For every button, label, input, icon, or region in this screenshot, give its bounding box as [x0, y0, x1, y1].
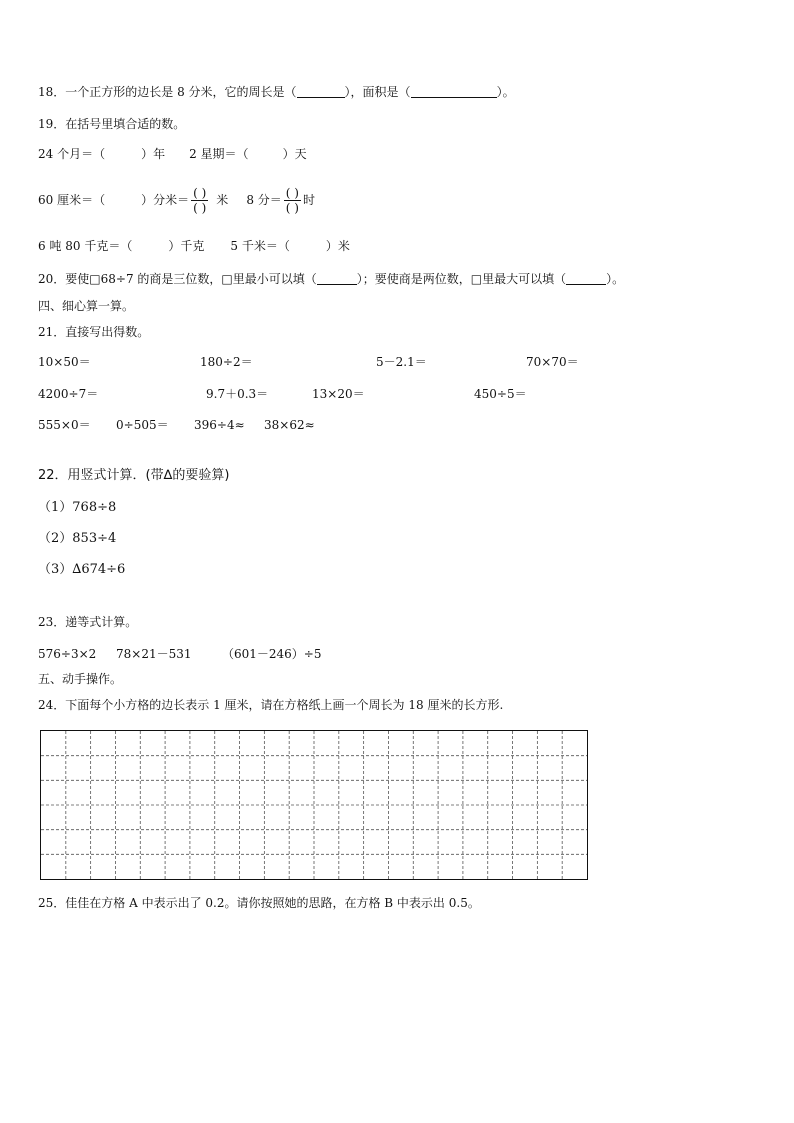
grid-lines — [41, 731, 587, 879]
fill-text: ）千克 — [168, 239, 205, 253]
calc-item: 576÷3×2 — [38, 647, 97, 661]
question-text: 要使□68÷7 的商是三位数，□里最小可以填（ — [65, 272, 317, 286]
question-18 — [38, 84, 515, 100]
answer-blank[interactable] — [297, 85, 345, 98]
question-text: ），面积是（ — [344, 85, 411, 99]
calc-item: 555×0＝ — [38, 418, 91, 432]
calc-item: 13×20＝ — [312, 387, 365, 401]
answer-blank[interactable] — [317, 272, 357, 285]
fraction-blank[interactable]: $\frac{( )}{( )}$ — [285, 186, 299, 215]
calc-item: 396÷4≈ — [194, 418, 245, 432]
question-number: 18． — [38, 85, 66, 99]
fill-text: ）分米＝ — [141, 193, 190, 207]
calc-item: 9.7＋0.3＝ — [206, 387, 269, 401]
fill-text: 米 — [216, 193, 229, 207]
question-text: 递等式计算。 — [65, 615, 138, 629]
question-24 — [38, 697, 503, 713]
fill-text: 60 厘米＝（ — [38, 193, 106, 207]
question-number: 22． — [38, 468, 68, 483]
question-number: 20． — [38, 272, 66, 286]
answer-blank[interactable] — [411, 85, 497, 98]
answer-blank[interactable] — [566, 272, 606, 285]
question-text: 下面每个小方格的边长表示 1 厘米，请在方格纸上画一个周长为 18 厘米的长方形. — [65, 698, 504, 712]
section-heading-4: 四、细心算一算。 — [38, 299, 135, 313]
grid-paper[interactable] — [40, 730, 588, 880]
question-19-title — [38, 116, 185, 132]
question-number: 21． — [38, 325, 66, 339]
question-22-title — [38, 468, 229, 484]
question-text: 直接写出得数。 — [65, 325, 150, 339]
question-text: ）。 — [606, 272, 625, 286]
fill-text: 8 分＝ — [246, 193, 282, 207]
question-text: 一个正方形的边长是 8 分米，它的周长是（ — [65, 85, 297, 99]
question-number: 23． — [38, 615, 66, 629]
calc-item: （601－246）÷5 — [222, 647, 322, 661]
question-number: 24． — [38, 698, 66, 712]
question-text: ）；要使商是两位数，□里最大可以填（ — [356, 272, 567, 286]
fill-text: 5 千米＝（ — [230, 239, 290, 253]
question-20 — [38, 271, 624, 287]
question-text: 在括号里填合适的数。 — [65, 117, 186, 131]
vertical-calc-item: （3）∆674÷6 — [38, 562, 126, 577]
fill-text: 时 — [302, 193, 315, 207]
fill-text: 6 吨 80 千克＝（ — [38, 239, 133, 253]
question-number: 19． — [38, 117, 66, 131]
calc-item: 450÷5＝ — [474, 387, 527, 401]
question-number: 25． — [38, 896, 66, 910]
question-text: 佳佳在方格 A 中表示出了 0.2。请你按照她的思路，在方格 B 中表示出 0.5。 — [65, 896, 480, 910]
question-text: ）。 — [496, 85, 515, 99]
question-19-row-1 — [38, 146, 307, 162]
question-19-row-3 — [38, 238, 350, 254]
fill-text: 2 星期＝（ — [189, 147, 249, 161]
question-25 — [38, 895, 480, 911]
calc-item: 4200÷7＝ — [38, 387, 99, 401]
section-heading-5: 五、动手操作。 — [38, 672, 123, 686]
fill-text: 24 个月＝（ — [38, 147, 106, 161]
question-text: 用竖式计算．(带∆的要验算) — [67, 468, 230, 483]
calc-item: 38×62≈ — [264, 418, 315, 432]
fraction-blank[interactable]: $\frac{( )}{( )}$ — [193, 186, 207, 215]
calc-item: 180÷2＝ — [200, 355, 253, 369]
question-19-row-2 — [38, 178, 315, 222]
calc-item: 78×21－531 — [116, 647, 192, 661]
vertical-calc-item: （1）768÷8 — [38, 500, 117, 515]
fill-text: ）天 — [282, 147, 307, 161]
calc-item: 5－2.1＝ — [376, 355, 427, 369]
vertical-calc-item: （2）853÷4 — [38, 531, 117, 546]
fill-text: ）米 — [325, 239, 350, 253]
calc-item: 0÷505＝ — [116, 418, 169, 432]
calc-item: 10×50＝ — [38, 355, 91, 369]
calc-item: 70×70＝ — [526, 355, 579, 369]
fill-text: ）年 — [141, 147, 166, 161]
question-21-title — [38, 324, 149, 340]
question-23-title — [38, 614, 137, 630]
